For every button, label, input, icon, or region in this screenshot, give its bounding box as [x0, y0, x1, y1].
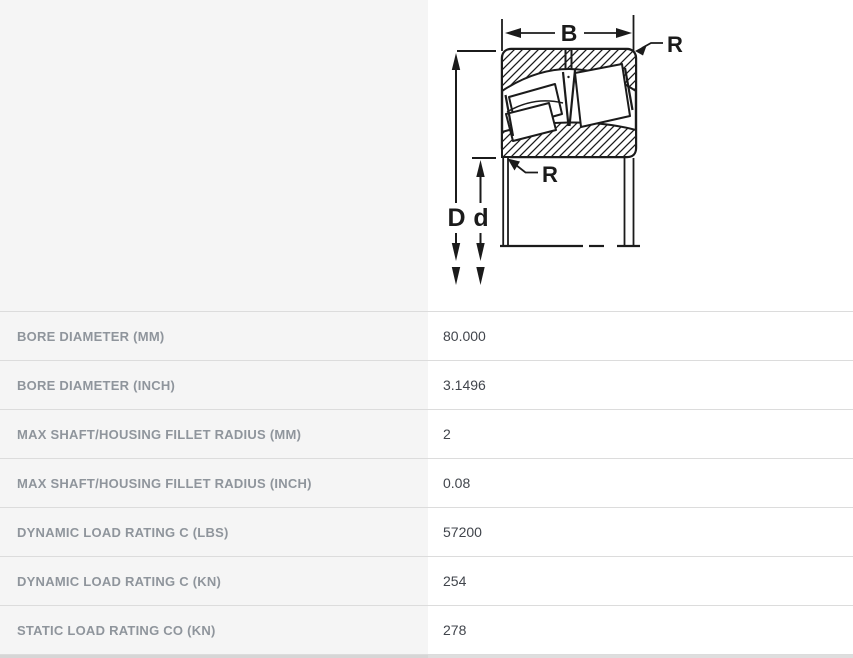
dim-label-outer-diameter: D	[447, 204, 466, 232]
b-arrow-right	[616, 28, 632, 38]
row-value: 80.000	[443, 328, 486, 344]
table-row	[0, 312, 853, 361]
row-value: 254	[443, 573, 467, 589]
fillet-leader-top	[635, 43, 663, 56]
row-label: MAX SHAFT/HOUSING FILLET RADIUS (INCH)	[17, 475, 312, 491]
row-value: 0.08	[443, 475, 471, 491]
figure-label-cell	[0, 0, 428, 311]
row-value: 278	[443, 622, 467, 638]
row-label: STATIC LOAD RATING CO (KN)	[17, 622, 216, 638]
table-row	[0, 606, 853, 655]
row-value: 57200	[443, 524, 482, 540]
right-roller	[575, 64, 630, 127]
center-mark	[567, 76, 569, 78]
row-value: 2	[443, 426, 451, 442]
row-label: BORE DIAMETER (INCH)	[17, 377, 176, 393]
bearing-diagram	[428, 0, 853, 311]
dim-label-fillet-bottom: R	[542, 162, 558, 187]
figure-row	[0, 0, 853, 312]
row-value: 3.1496	[443, 377, 486, 393]
table-row	[0, 557, 853, 606]
dim-label-fillet-top: R	[667, 32, 683, 57]
table-row	[0, 508, 853, 557]
dim-label-width: B	[560, 20, 578, 46]
table-row	[0, 410, 853, 459]
table-row	[0, 459, 853, 508]
fillet-leader-bottom	[508, 159, 539, 173]
row-label: DYNAMIC LOAD RATING C (KN)	[17, 573, 222, 589]
b-arrow-left	[505, 28, 521, 38]
dim-label-bore: d	[473, 204, 489, 232]
row-label: DYNAMIC LOAD RATING C (LBS)	[17, 524, 229, 540]
row-label: MAX SHAFT/HOUSING FILLET RADIUS (MM)	[17, 426, 302, 442]
row-label: BORE DIAMETER (MM)	[17, 328, 165, 344]
figure-value-cell	[428, 0, 853, 311]
table-row	[0, 361, 853, 410]
